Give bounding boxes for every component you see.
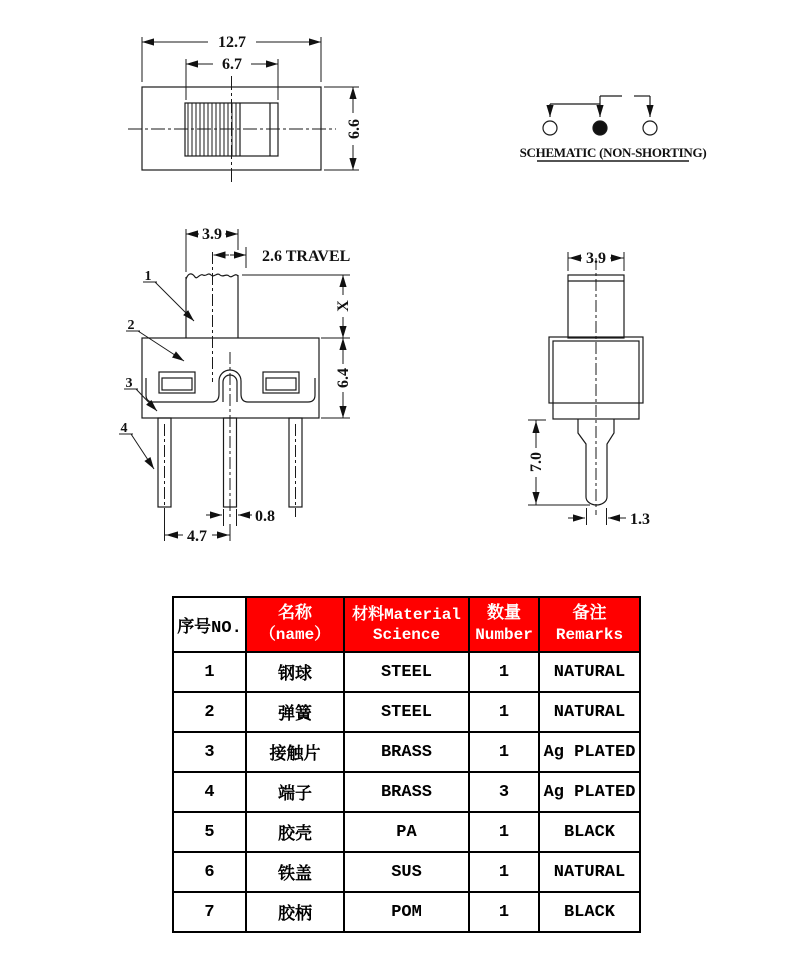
bom-cell-name: 胶柄	[246, 892, 344, 932]
dim-top-slider-width: 6.7	[222, 56, 242, 73]
bom-cell-name: 接触片	[246, 732, 344, 772]
dim-side-pin-length: 7.0	[528, 452, 545, 472]
bom-cell-material: POM	[344, 892, 469, 932]
front-view-centerlines	[165, 252, 296, 520]
bom-cell-material: BRASS	[344, 732, 469, 772]
left-slot-inner	[162, 378, 192, 390]
dim-front-pin-pitch: 4.7	[187, 528, 207, 545]
bom-header-remarks	[539, 597, 640, 652]
bom-cell-name: 钢球	[246, 652, 344, 692]
bom-header-no	[173, 597, 246, 652]
bom-cell-qty: 1	[469, 892, 539, 932]
bom-cell-material: STEEL	[344, 652, 469, 692]
bom-cell-material: BRASS	[344, 772, 469, 812]
callout-2: 2	[127, 318, 135, 333]
bom-header-material-line2: Science	[372, 625, 441, 644]
bom-row	[173, 692, 640, 732]
bom-cell-remarks: NATURAL	[539, 652, 640, 692]
bom-row	[173, 812, 640, 852]
top-view-centerlines	[128, 76, 336, 182]
callout-1: 1	[144, 269, 152, 284]
dim-top-overall-height: 6.6	[346, 119, 363, 139]
bom-header-name-line1: 名称	[278, 604, 312, 624]
callout-4: 4	[120, 421, 128, 436]
dim-side-knob-width: 3.9	[586, 250, 606, 267]
bom-cell-name: 弹簧	[246, 692, 344, 732]
bom-cell-remarks: BLACK	[539, 812, 640, 852]
dim-front-pin-width: 0.8	[255, 508, 275, 525]
bom-header-row	[173, 597, 640, 652]
bom-cell-material: SUS	[344, 852, 469, 892]
bom-header-qty-line2: Number	[475, 626, 533, 645]
dim-side-pin-width: 1.3	[630, 511, 650, 528]
terminal-open-left	[543, 121, 557, 135]
bom-cell-material: PA	[344, 812, 469, 852]
terminal-open-right	[643, 121, 657, 135]
bom-cell-remarks: Ag PLATED	[539, 732, 640, 772]
bom-cell-no: 7	[173, 892, 246, 932]
bom-cell-remarks: Ag PLATED	[539, 772, 640, 812]
dim-front-body-height: 6.4	[335, 368, 352, 388]
bom-row	[173, 652, 640, 692]
dim-front-height-x: X	[335, 300, 352, 312]
bom-cell-qty: 1	[469, 852, 539, 892]
bom-header-no-label: 序号NO.	[177, 618, 242, 638]
bom-row	[173, 772, 640, 812]
bom-cell-name: 铁盖	[246, 852, 344, 892]
bom-cell-remarks: NATURAL	[539, 852, 640, 892]
bom-header-remarks-line1: 备注	[572, 604, 607, 624]
schematic-view	[520, 96, 707, 161]
bom-cell-no: 2	[173, 692, 246, 732]
bom-cell-remarks: BLACK	[539, 892, 640, 932]
front-view	[119, 226, 352, 545]
callout-3: 3	[125, 376, 133, 391]
bom-header-material-line1: 材料Material	[352, 605, 461, 624]
bom-cell-qty: 1	[469, 692, 539, 732]
bom-table	[172, 596, 641, 933]
bom-cell-no: 4	[173, 772, 246, 812]
bom-cell-no: 3	[173, 732, 246, 772]
side-view	[528, 250, 650, 528]
bom-cell-no: 5	[173, 812, 246, 852]
dim-front-travel: 2.6 TRAVEL	[262, 248, 351, 265]
bom-cell-remarks: NATURAL	[539, 692, 640, 732]
bom-header-name	[246, 597, 344, 652]
schematic-caption: SCHEMATIC (NON-SHORTING)	[519, 145, 707, 160]
bom-header-qty-line1: 数量	[487, 604, 521, 624]
bom-row	[173, 732, 640, 772]
dim-front-knob-width: 3.9	[202, 226, 222, 243]
bom-header-qty	[469, 597, 539, 652]
bom-cell-no: 6	[173, 852, 246, 892]
bom-cell-qty: 3	[469, 772, 539, 812]
bom-cell-qty: 1	[469, 652, 539, 692]
bom-cell-no: 1	[173, 652, 246, 692]
side-view-dimensions	[528, 252, 626, 525]
bom-header-material	[344, 597, 469, 652]
terminal-common-filled	[593, 121, 607, 135]
bom-cell-qty: 1	[469, 812, 539, 852]
bom-cell-name: 胶壳	[246, 812, 344, 852]
bom-row	[173, 892, 640, 932]
bom-header-name-line2: （name）	[259, 626, 331, 645]
bom-cell-name: 端子	[246, 772, 344, 812]
bom-header-remarks-line2: Remarks	[555, 626, 624, 645]
top-view	[128, 34, 363, 182]
bom-cell-material: STEEL	[344, 692, 469, 732]
bom-cell-qty: 1	[469, 732, 539, 772]
bom-row	[173, 852, 640, 892]
dim-top-overall-width: 12.7	[218, 34, 246, 51]
right-slot-inner	[266, 378, 296, 390]
